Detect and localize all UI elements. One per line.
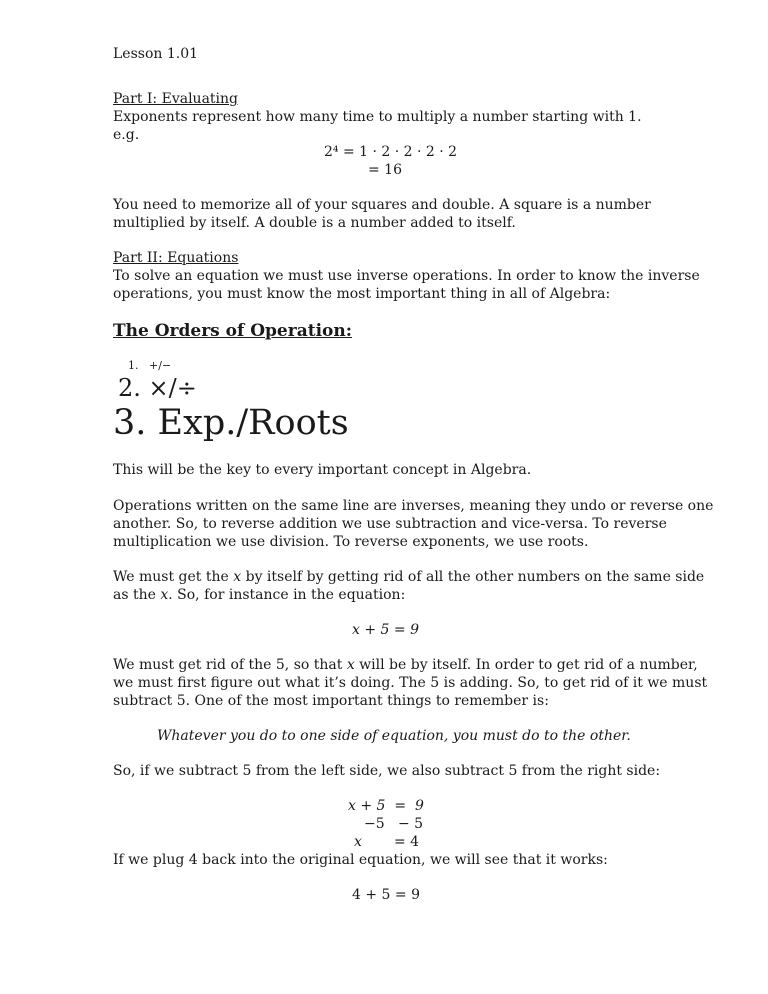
inverse-line-1: Operations written on the same line are inverses, meaning they undo or reverse one bbox=[113, 498, 714, 514]
rid-line-2: we must first figure out what it’s doing. The 5 is adding. So, to get rid of it we must bbox=[113, 675, 708, 691]
work-line-3-x: x bbox=[354, 834, 362, 850]
work-line-1: x + 5 = 9 bbox=[348, 798, 424, 814]
inverse-line-3: multiplication we use division. To reverse exponents, we use roots. bbox=[113, 534, 589, 550]
text-run: We must get the bbox=[113, 569, 234, 585]
eg-label: e.g. bbox=[113, 127, 140, 143]
get-x-line-1 bbox=[113, 568, 704, 586]
subtract-line: So, if we subtract 5 from the left side, we also subtract 5 from the right side: bbox=[113, 763, 661, 779]
work-line-3-result: = 4 bbox=[394, 834, 420, 850]
order-item-1 bbox=[128, 357, 171, 375]
part2-heading: Part II: Equations bbox=[113, 250, 239, 266]
work-line-2: −5 − 5 bbox=[364, 816, 424, 832]
get-x-line-2 bbox=[113, 586, 405, 604]
order-item-3 bbox=[113, 403, 349, 443]
variable-x: x bbox=[346, 657, 355, 673]
part2-intro-1: To solve an equation we must use inverse operations. In order to know the inverse bbox=[113, 268, 700, 284]
exponent-equation: 2⁴ = 1 · 2 · 2 · 2 · 2 bbox=[324, 144, 458, 160]
variable-x: x bbox=[233, 569, 242, 585]
order-label-3: Exp./Roots bbox=[157, 403, 349, 443]
part1-intro: Exponents represent how many time to multiply a number starting with 1. bbox=[113, 109, 642, 125]
text-run: by itself by getting rid of all the other numbers on the same side bbox=[241, 569, 705, 585]
order-label-2: ×/÷ bbox=[148, 374, 197, 402]
orders-heading: The Orders of Operation: bbox=[113, 321, 352, 341]
order-num-1: 1. bbox=[128, 359, 139, 372]
order-num-3: 3. bbox=[113, 403, 147, 443]
key-sentence: This will be the key to every important concept in Algebra. bbox=[113, 462, 532, 478]
part1-heading: Part I: Evaluating bbox=[113, 91, 239, 107]
equation-1: x + 5 = 9 bbox=[352, 622, 419, 638]
memorize-line-1: You need to memorize all of your squares and double. A square is a number bbox=[113, 197, 651, 213]
memorize-line-2: multiplied by itself. A double is a number added to itself. bbox=[113, 215, 516, 231]
plug-line: If we plug 4 back into the original equation, we will see that it works: bbox=[113, 852, 608, 868]
part2-intro-2: operations, you must know the most important thing in all of Algebra: bbox=[113, 286, 611, 302]
check-equation: 4 + 5 = 9 bbox=[352, 887, 420, 903]
order-num-2: 2. bbox=[118, 374, 141, 402]
text-run: will be by itself. In order to get rid of a number, bbox=[354, 657, 698, 673]
rid-line-3: subtract 5. One of the most important things to remember is: bbox=[113, 693, 549, 709]
order-item-2 bbox=[118, 374, 197, 402]
text-run: . So, for instance in the equation: bbox=[168, 587, 406, 603]
exponent-result: = 16 bbox=[368, 162, 402, 178]
variable-x: x bbox=[160, 587, 169, 603]
lesson-header: Lesson 1.01 bbox=[113, 46, 199, 62]
rule-statement: Whatever you do to one side of equation, you must do to the other. bbox=[157, 728, 631, 744]
text-run: as the bbox=[113, 587, 161, 603]
inverse-line-2: another. So, to reverse addition we use subtraction and vice-versa. To reverse bbox=[113, 516, 667, 532]
order-label-1: +/− bbox=[149, 359, 172, 372]
text-run: We must get rid of the 5, so that bbox=[113, 657, 347, 673]
rid-line-1 bbox=[113, 656, 698, 674]
